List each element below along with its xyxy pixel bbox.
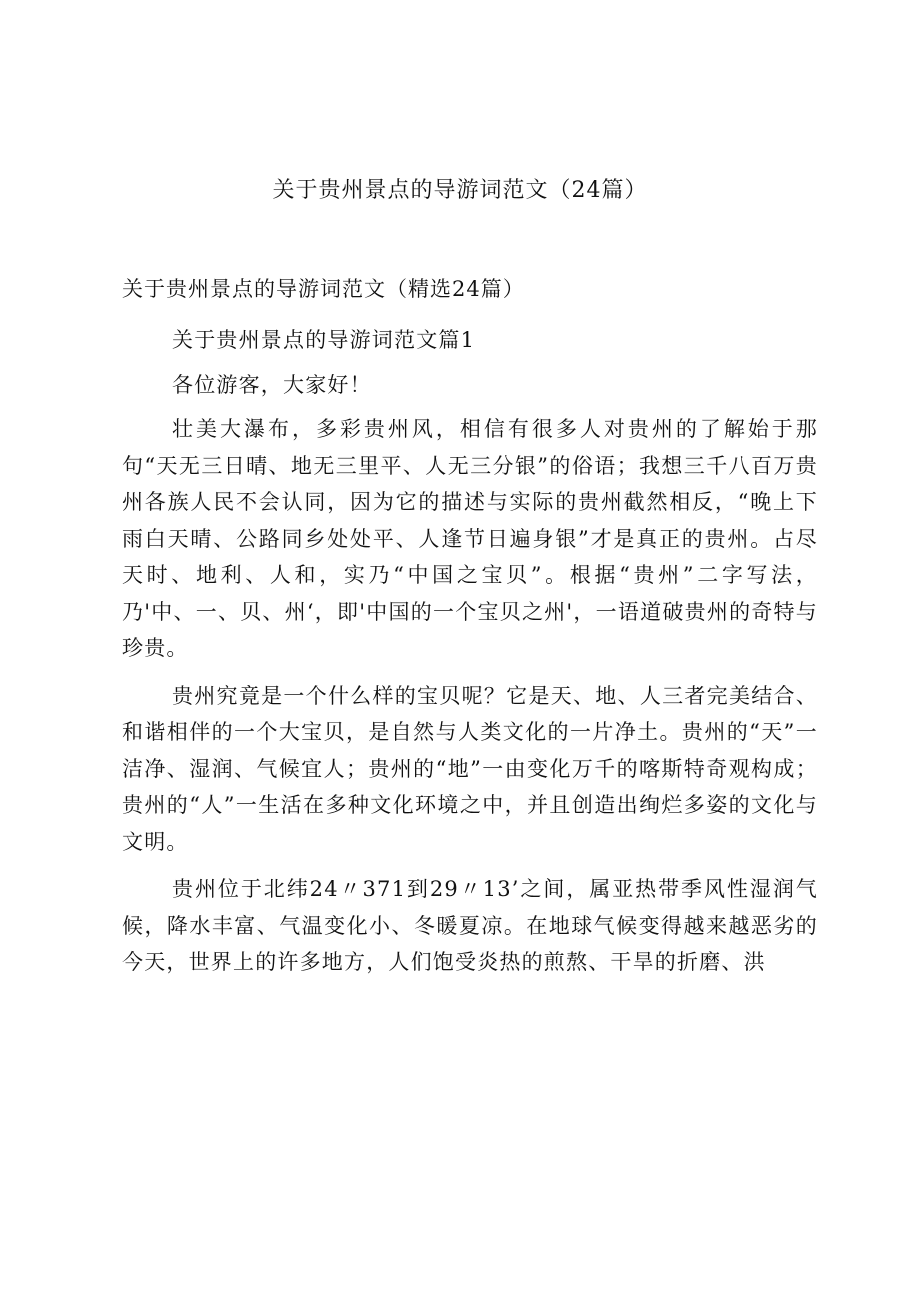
greeting-paragraph: 各位游客，大家好！ [172,372,372,397]
body-paragraph: 贵州究竟是一个什么样的宝贝呢？它是天、地、人三者完美结合、和谐相伴的一个大宝贝，是自然与人类文化的一片净土。贵州的“天”一洁净、湿润、气候宜人；贵州的“地”一由变化万千的喀斯特奇观构成；贵州的“人”一生活在多种文化环境之中，并且创造出绚烂多姿的文化与文明。 [122,683,818,854]
body-paragraph: 贵州位于北纬24〃371到29〃13’之间，属亚热带季风性湿润气候，降水丰富、气温变化小、冬暖夏凉。在地球气候变得越来越恶劣的今天，世界上的许多地方，人们饱受炎热的煎熬、干旱的折磨、洪 [122,877,818,974]
document-subtitle: 关于贵州景点的导游词范文（精选24篇） [122,277,525,301]
body-paragraph: 壮美大瀑布，多彩贵州风，相信有很多人对贵州的了解始于那句“天无三日晴、地无三里平、人无三分银”的俗语；我想三千八百万贵州各族人民不会认同，因为它的描述与实际的贵州截然相反，“晚上下雨白天晴、公路同乡处处平、人逢节日遍身银”才是真正的贵州。占尽天时、地利、人和，实乃“中国之宝贝”。根据“贵州”二字写法，乃'中、一、贝、州‘，即'中国的一个宝贝之州'，一语道破贵州的奇特与珍贵。 [122,417,818,660]
document-title: 关于贵州景点的导游词范文（24篇） [272,178,648,203]
document-body [122,322,818,981]
section-heading: 关于贵州景点的导游词范文篇1 [172,328,476,352]
